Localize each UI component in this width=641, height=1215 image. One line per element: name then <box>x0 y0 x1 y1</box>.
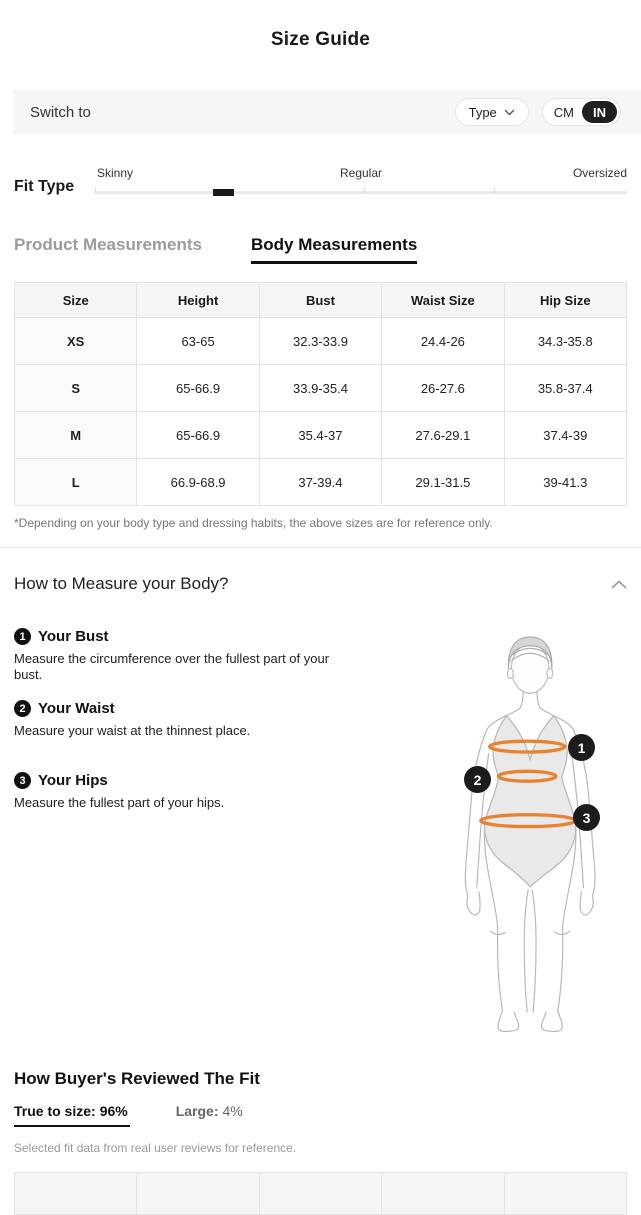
fit-review-note: Selected fit data from real user reviews for reference. <box>14 1141 297 1155</box>
fit-stat-true-to-size[interactable] <box>14 1103 130 1127</box>
type-dropdown-button[interactable] <box>455 98 529 126</box>
slider-tick <box>364 187 365 194</box>
table-cell: 29.1-31.5 <box>382 459 504 506</box>
measure-item-title: Your Waist <box>38 700 115 717</box>
table-cell: 34.3-35.8 <box>504 318 626 365</box>
size-cell: XS <box>15 318 137 365</box>
unit-option-in[interactable]: IN <box>582 101 617 123</box>
table-cell: 26-27.6 <box>382 365 504 412</box>
fit-review-section <box>0 1068 641 1155</box>
table-row <box>15 459 627 506</box>
measure-section-title: How to Measure your Body? <box>14 574 229 593</box>
table-cell: 27.6-29.1 <box>382 412 504 459</box>
table-cell: 65-66.9 <box>137 365 259 412</box>
size-cell: L <box>15 459 137 506</box>
fit-stat-label: True to size: <box>14 1103 96 1119</box>
table-cell: 24.4-26 <box>382 318 504 365</box>
table-header-cell: Waist Size <box>382 283 504 318</box>
fit-type-section <box>0 166 641 194</box>
measurement-tabs <box>0 235 641 264</box>
scale-label-oversized: Oversized <box>572 166 627 180</box>
fit-type-label: Fit Type <box>14 178 75 195</box>
tab-product-measurements[interactable]: Product Measurements <box>14 235 202 261</box>
table-header-row <box>15 1173 627 1215</box>
table-header-cell <box>137 1173 259 1215</box>
table-cell: 37-39.4 <box>259 459 381 506</box>
chevron-up-icon[interactable] <box>611 580 627 589</box>
measure-section <box>0 573 641 1040</box>
unit-toggle[interactable] <box>542 98 621 126</box>
table-cell: 35.4-37 <box>259 412 381 459</box>
page-title: Size Guide <box>270 29 371 50</box>
table-row <box>15 318 627 365</box>
figure-badge-bust: 1 <box>568 734 595 761</box>
measure-item-description: Measure the fullest part of your hips. <box>14 795 225 810</box>
measure-item-description: Measure your waist at the thinnest place. <box>14 723 251 738</box>
measure-body <box>0 628 641 1040</box>
size-cell: M <box>15 412 137 459</box>
chevron-down-icon <box>504 109 515 116</box>
switch-bar <box>13 90 641 134</box>
slider-tick <box>95 187 96 194</box>
table-row <box>15 365 627 412</box>
measure-item-title: Your Hips <box>38 772 108 789</box>
size-cell: S <box>15 365 137 412</box>
fit-type-slider-handle[interactable] <box>213 189 234 196</box>
tab-body-measurements[interactable]: Body Measurements <box>251 235 417 264</box>
step-number-badge: 3 <box>14 772 31 789</box>
step-number-badge: 1 <box>14 628 31 645</box>
figure-badge-hips: 3 <box>573 804 600 831</box>
table-row <box>15 412 627 459</box>
table-cell: 32.3-33.9 <box>259 318 381 365</box>
size-table-footnote: *Depending on your body type and dressing habits, the above sizes are for reference only. <box>14 516 493 530</box>
body-figure <box>440 633 640 1038</box>
fit-review-title: How Buyer's Reviewed The Fit <box>14 1069 260 1088</box>
measure-item-description: Measure the circumference over the fullest part of your bust. <box>14 651 330 682</box>
scale-label-regular: Regular <box>339 166 383 180</box>
table-header-cell: Bust <box>259 283 381 318</box>
body-measurements-table <box>14 282 627 506</box>
table-cell: 63-65 <box>137 318 259 365</box>
table-header-cell: Height <box>137 283 259 318</box>
fit-type-slider-track[interactable] <box>95 191 627 194</box>
table-cell: 39-41.3 <box>504 459 626 506</box>
fit-stat-large[interactable] <box>176 1103 243 1119</box>
table-cell: 35.8-37.4 <box>504 365 626 412</box>
figure-badge-waist: 2 <box>464 766 491 793</box>
table-header-cell <box>504 1173 626 1215</box>
fit-stat-value: 4% <box>222 1103 243 1119</box>
table-header-cell <box>382 1173 504 1215</box>
switch-to-label: Switch to <box>30 103 91 121</box>
fit-stat-value: 96% <box>99 1103 128 1119</box>
table-cell: 33.9-35.4 <box>259 365 381 412</box>
table-cell: 37.4-39 <box>504 412 626 459</box>
fit-type-scale-labels <box>95 166 627 181</box>
step-number-badge: 2 <box>14 700 31 717</box>
table-header-cell: Size <box>15 283 137 318</box>
table-header-row <box>15 283 627 318</box>
section-divider <box>0 547 641 548</box>
slider-tick <box>494 187 495 194</box>
table-header-cell <box>15 1173 137 1215</box>
table-header-cell: Hip Size <box>504 283 626 318</box>
size-guide-header <box>0 0 641 52</box>
measure-item-title: Your Bust <box>38 628 109 645</box>
scale-label-skinny: Skinny <box>97 166 134 180</box>
table-header-cell <box>259 1173 381 1215</box>
body-figure-illustration <box>440 633 640 1038</box>
unit-option-cm[interactable]: CM <box>553 104 574 120</box>
fit-review-stats <box>14 1103 627 1127</box>
fit-type-slider <box>95 166 627 194</box>
fit-stat-label: Large: <box>175 1103 219 1119</box>
measure-section-header[interactable] <box>0 573 641 595</box>
type-dropdown-label: Type <box>468 104 497 120</box>
table-cell: 65-66.9 <box>137 412 259 459</box>
reviews-size-table-clipped <box>14 1172 627 1215</box>
table-cell: 66.9-68.9 <box>137 459 259 506</box>
